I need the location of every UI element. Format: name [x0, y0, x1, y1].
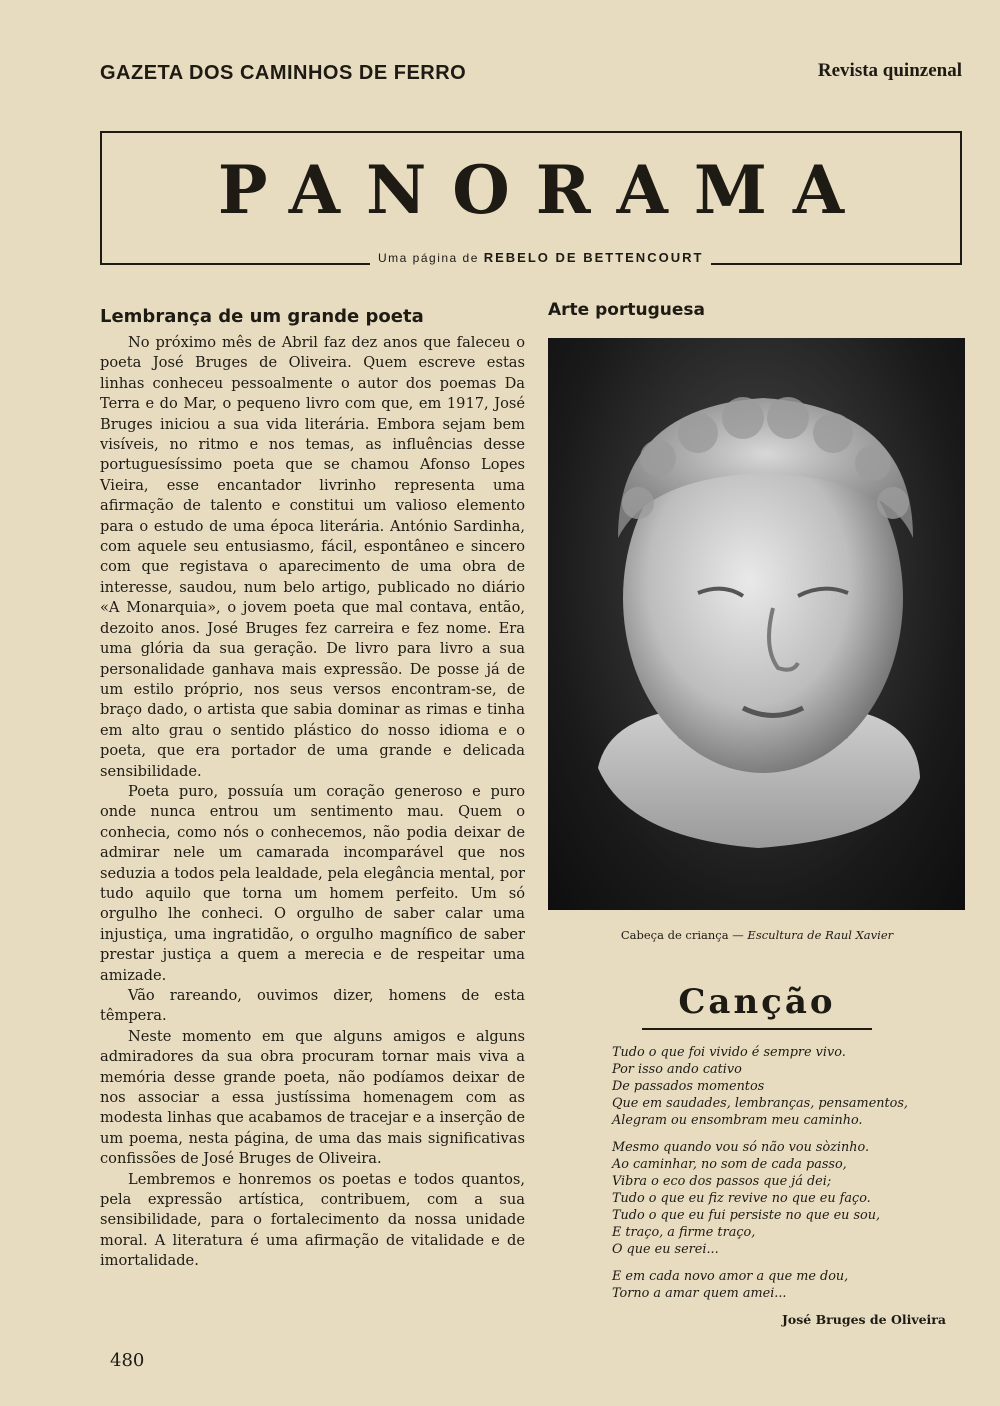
- poem-line: De passados momentos: [612, 1079, 765, 1094]
- poem-line: Por isso ando cativo: [612, 1062, 742, 1077]
- poem-line: Tudo o que eu fiz revive no que eu faço.: [612, 1191, 871, 1206]
- poem-line: Tudo o que foi vivido é sempre vivo.: [612, 1045, 846, 1060]
- publication-title: GAZETA DOS CAMINHOS DE FERRO: [100, 62, 467, 84]
- poem-stanza: [612, 1044, 966, 1129]
- poem-line: E traço, a firme traço,: [612, 1225, 756, 1240]
- byline: [370, 250, 711, 265]
- caption-credit: Escultura de Raul Xavier: [747, 928, 894, 942]
- article-paragraph: No próximo mês de Abril faz dez anos que faleceu o poeta José Bruges de Oliveira. Quem escreve estas linhas conheceu pessoalmente o autor dos poemas Da Terra e do Mar, o pequeno livro com que, em 1917, José Bruges iniciou a sua vida literária. Embora sejam bem visíveis, no ritmo e nos temas, as influências desse portuguesíssimo poeta que se chamou Afonso Lopes Vieira, esse encantador livrinho representa uma afirmação de talento e constitui um valioso elemento para o estudo de uma época literária. António Sardinha, com aquele seu entusiasmo, fácil, espontâneo e sincero com que registava o aparecimento de uma obra de interesse, saudou, num belo artigo, publicado no diário «A Monarquia», o jovem poeta que mal contava, então, dezoito anos. José Bruges fez carreira e fez nome. Era uma glória da sua geração. De livro para livro a sua personalidade ganhava mais expressão. De posse já de um estilo próprio, nos seus versos encontram-se, de braço dado, o artista que sabia dominar as rimas e tinha em alto grau o sentido plástico do nosso idioma e o poeta, que era portador de uma grande e delicada sensibilidade.: [100, 334, 525, 780]
- poem-line: Torno a amar quem amei...: [612, 1286, 787, 1301]
- poem-line: Vibra o eco dos passos que já dei;: [612, 1174, 832, 1189]
- panorama-banner: [100, 131, 962, 265]
- article-column: [100, 306, 525, 1272]
- page-number: 480: [110, 1350, 145, 1371]
- art-column: [548, 300, 966, 1327]
- byline-author: REBELO DE BETTENCOURT: [483, 250, 704, 265]
- banner-title: PANORAMA: [217, 151, 871, 229]
- article-paragraph: Poeta puro, possuía um coração generoso e puro onde nunca entrou um sentimento mau. Quem o conhecia, como nós o conhecemos, não podia deixar de admirar nele um camarada incomparável que nos seduzia a todos pela lealdade, pela elegância mental, por tudo aquilo que torna um homem perfeito. Um só orgulho lhe conheci. O orgulho de saber calar uma injustiça, uma ingratidão, o orgulho magnífico de saber prestar justiça a quem a merecia e de respeitar uma amizade.: [100, 782, 525, 984]
- article-paragraph: Vão rareando, ouvimos dizer, homens de esta têmpera.: [100, 987, 525, 1025]
- poem-line: O que eu serei...: [612, 1242, 719, 1257]
- sculpture-photo: [548, 338, 965, 910]
- article-paragraph: Neste momento em que alguns amigos e alguns admiradores da sua obra procuram tornar mais viva a memória desse grande poeta, não podíamos deixar de nos associar a essa justíssima homenagem com as modesta linhas que acabamos de tracejar e a inserção de um poema, nesta página, de uma das mais significativas confissões de José Bruges de Oliveira.: [100, 1027, 525, 1168]
- child-bust-sculpture-illustration: [548, 338, 965, 910]
- photo-caption: [548, 928, 966, 942]
- poem-title: Canção: [678, 982, 836, 1022]
- poem-stanza: [612, 1139, 966, 1258]
- poem-stanza: [612, 1268, 966, 1302]
- byline-row: [100, 250, 962, 270]
- poem-line: E em cada novo amor a que me dou,: [612, 1269, 849, 1284]
- poem-author: José Bruges de Oliveira: [782, 1312, 946, 1327]
- poem-line: Tudo o que eu fui persiste no que eu sou,: [612, 1208, 881, 1223]
- article-paragraph: Lembremos e honremos os poetas e todos quantos, pela expressão artística, contribuem, com a sua sensibilidade, para o fortalecimento da nossa unidade moral. A literatura é uma afirmação de vitalidade e de imortalidade.: [100, 1170, 525, 1270]
- caption-prefix: Cabeça de criança —: [620, 928, 744, 942]
- article-title: Lembrança de um grande poeta: [100, 306, 424, 327]
- publication-frequency: Revista quinzenal: [817, 60, 962, 81]
- art-section-title: Arte portuguesa: [548, 300, 705, 320]
- poem-line: Alegram ou ensombram meu caminho.: [612, 1113, 863, 1128]
- poem-line: Mesmo quando vou só não vou sòzinho.: [612, 1140, 870, 1155]
- article-body: [100, 333, 525, 1272]
- poem-line: Ao caminhar, no som de cada passo,: [612, 1157, 847, 1172]
- poem-title-rule: [642, 1028, 872, 1030]
- byline-prefix: Uma página de: [378, 251, 479, 265]
- poem-line: Que em saudades, lembranças, pensamentos,: [612, 1096, 908, 1111]
- poem-body: [612, 1044, 966, 1302]
